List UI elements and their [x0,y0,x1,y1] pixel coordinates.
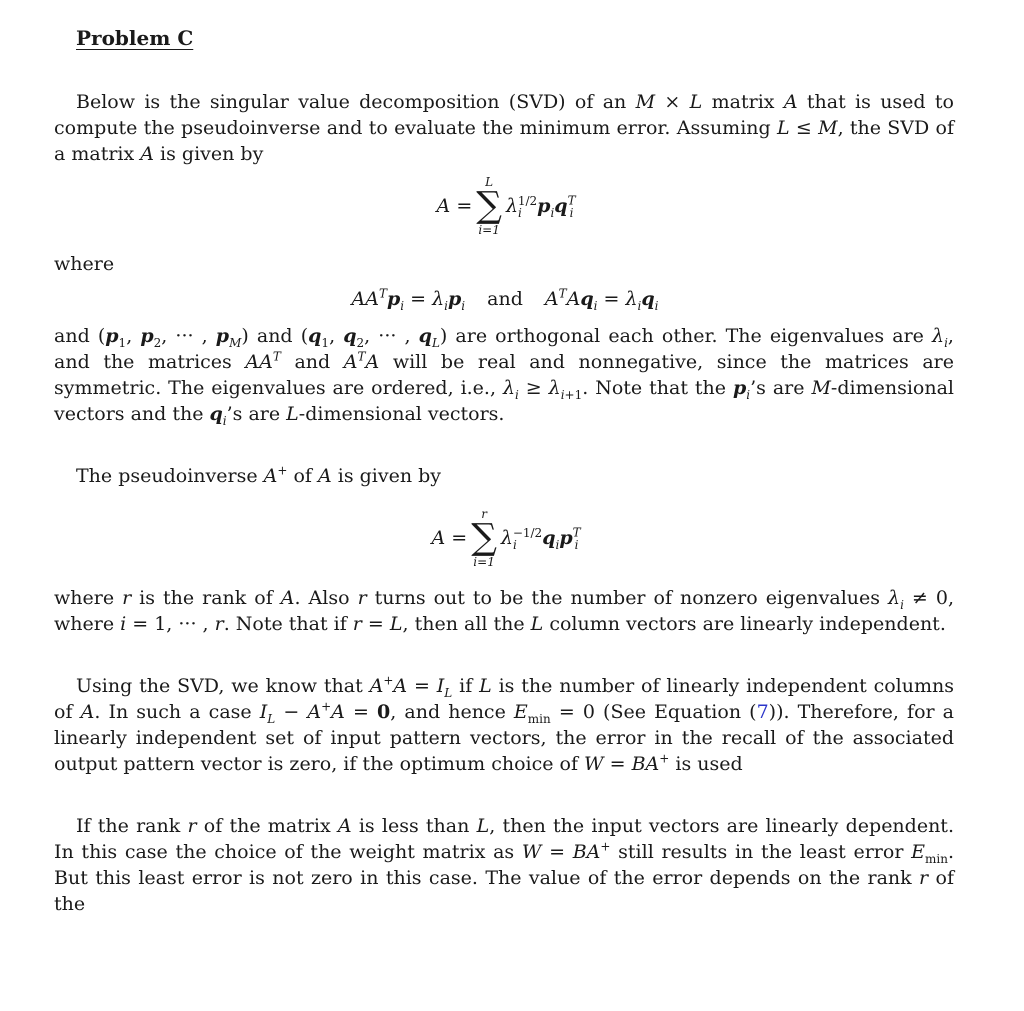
eigenvalue-paragraph: and ($p_1$, $p_2$, ··· , $p_M$) and ($q_1$, $q_2$, ··· , $q_L$) are orthogonal each other. The eigenvalues are $\lambda_i$, and the matrices $AA^T$ and $A^TA$ will be real and nonnegative, since the matrices are symmetric. The eigenvalues are ordered, i.e., $\lambda_i \ge \lambda_{i+1}$. Note that the $p_i’s$ are M-dimensional vectors and the $q_i’s$ are L-dimensional vectors. [54,325,954,428]
pseudoinverse-intro: The pseudoinverse A+ of A is given by [76,463,441,487]
dependent-paragraph: If the rank r of the matrix A is less than L, then the input vectors are linearly dependent. In this case the choice of the weight matrix as W = BA+ still results in the least error $E_{min}$. But this least error is not zero in this case. The value of the error depends on the rank r of the [54,815,955,915]
equation-7-link[interactable]: 7 [756,701,769,723]
eigen-equation: $AA^Tp_i = \lambda_ip_i$ and $A^TAq_i = \lambda_iq_i$ [351,286,659,313]
svd-equation: A = L ∑ i=1 $\lambda_i^{1/2}p_iq^T_i$ [436,175,576,237]
pseudoinverse-equation: A = r ∑ i=1 $\lambda_i^{-1/2}q_ip^T_i$ [431,507,581,569]
svd-intro-paragraph: Below is the singular value decomposition (SVD) of an M × L matrix A that is used to compute the pseudoinverse and to evaluate the minimum error. Assuming L ≤ M, the SVD of a matrix A is given by [54,91,955,165]
svd-error-paragraph: Using the SVD, we know that $A^+A = I_L$ if L is the number of linearly independent columns of A. In such a case $I_L - A^+A = 0$, and hence $E_{min} = 0$ (See Equation (7)). Therefore, for a linearly independent set of input pattern vectors, the error in the recall of the associated output pattern vector is zero, if the optimum choice of W = BA+ is used [54,673,955,775]
problem-heading: Problem C [76,26,194,50]
where-label: where [54,253,115,275]
rank-paragraph: where r is the rank of A. Also r turns out to be the number of nonzero eigenvalues $\lambda_i \ne 0$, where i = 1, ··· , r. Note that if r = L, then all the L column vectors are linearly independent. [54,587,954,635]
